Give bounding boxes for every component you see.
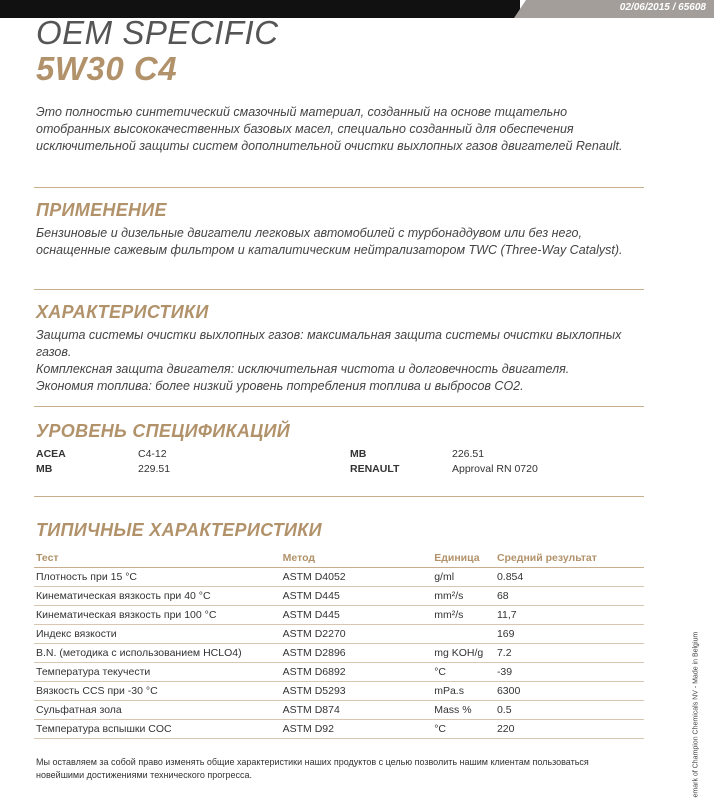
cell-unit: Mass % (432, 701, 495, 720)
typical-properties-heading: ТИПИЧНЫЕ ХАРАКТЕРИСТИКИ (36, 520, 322, 540)
cell-test: Вязкость CCS при -30 °C (34, 682, 281, 701)
typical-properties-table (34, 549, 644, 739)
table-row (34, 587, 644, 606)
cell-method: ASTM D5293 (281, 682, 433, 701)
feature-line: Экономия топлива: более низкий уровень потребления топлива и выбросов CO2. (36, 379, 524, 393)
divider (34, 187, 644, 188)
feature-line: Защита системы очистки выхлопных газов: максимальная защита системы очистки выхлопных газов. (36, 328, 622, 359)
product-line-title: OEM SPECIFIC (36, 14, 279, 51)
cell-result: 0.854 (495, 568, 644, 587)
cell-result: 6300 (495, 682, 644, 701)
cell-result: 11,7 (495, 606, 644, 625)
cell-result: -39 (495, 663, 644, 682)
table-row (34, 644, 644, 663)
cell-method: ASTM D445 (281, 587, 433, 606)
application-text: Бензиновые и дизельные двигатели легковых автомобилей с турбонаддувом или без него, оснащенные сажевым фильтром и каталитическим нейтрализатором TWC (Three-Way Catalyst). (36, 226, 623, 257)
specifications-heading: УРОВЕНЬ СПЕЦИФИКАЦИЙ (36, 421, 291, 441)
divider (34, 289, 644, 290)
spec-value: Approval RN 0720 (452, 463, 538, 475)
cell-method: ASTM D4052 (281, 568, 433, 587)
document-date: 02/06/2015 / 65608 (619, 2, 706, 13)
cell-method: ASTM D445 (281, 606, 433, 625)
cell-unit: °C (432, 663, 495, 682)
cell-method: ASTM D2270 (281, 625, 433, 644)
features-heading: ХАРАКТЕРИСТИКИ (36, 302, 209, 322)
cell-test: Температура текучести (34, 663, 281, 682)
cell-unit: mg KOH/g (432, 644, 495, 663)
spec-value: 226.51 (452, 448, 485, 460)
cell-test: Индекс вязкости (34, 625, 281, 644)
divider (34, 406, 644, 407)
cell-unit: mm²/s (432, 606, 495, 625)
table-row (34, 568, 644, 587)
cell-test: Кинематическая вязкость при 40 °C (34, 587, 281, 606)
table-row (34, 720, 644, 739)
cell-unit: g/ml (432, 568, 495, 587)
cell-test: Сульфатная зола (34, 701, 281, 720)
table-row (34, 606, 644, 625)
spec-label: MB (350, 448, 367, 460)
cell-unit: °C (432, 720, 495, 739)
cell-unit: mPa.s (432, 682, 495, 701)
cell-method: ASTM D92 (281, 720, 433, 739)
table-row (34, 701, 644, 720)
spec-label: MB (36, 463, 53, 475)
column-header-test: Тест (34, 549, 281, 568)
table-row (34, 663, 644, 682)
cell-test: Температура вспышки COC (34, 720, 281, 739)
cell-method: ASTM D6892 (281, 663, 433, 682)
divider (34, 496, 644, 497)
spec-value: C4-12 (138, 448, 167, 460)
cell-method: ASTM D874 (281, 701, 433, 720)
cell-method: ASTM D2896 (281, 644, 433, 663)
cell-result: 0.5 (495, 701, 644, 720)
cell-unit (432, 625, 495, 644)
column-header-result: Средний результат (495, 549, 644, 568)
column-header-unit: Единица (432, 549, 495, 568)
application-heading: ПРИМЕНЕНИЕ (36, 200, 167, 220)
cell-unit: mm²/s (432, 587, 495, 606)
table-row (34, 625, 644, 644)
disclaimer-text: Мы оставляем за собой право изменять общие характеристики наших продуктов с целью позволить нашим клиентам пользоваться новейшими достижениями технического прогресса. (36, 757, 589, 780)
spec-label: RENAULT (350, 463, 400, 475)
side-trademark-text: emark of Champion Chemicals NV - Made in Belgium (692, 631, 700, 798)
cell-test: B.N. (методика с использованием HCLO4) (34, 644, 281, 663)
product-description: Это полностью синтетический смазочный материал, созданный на основе тщательно отобранных высококачественных базовых масел, специально созданный для обеспечения исключительной защиты систем дополнительной очистки выхлопных газов двигателей Renault. (36, 105, 623, 153)
product-grade-title: 5W30 C4 (36, 50, 178, 87)
cell-result: 7.2 (495, 644, 644, 663)
cell-result: 169 (495, 625, 644, 644)
spec-label: ACEA (36, 448, 66, 460)
table-header-row (34, 549, 644, 568)
spec-value: 229.51 (138, 463, 171, 475)
cell-result: 220 (495, 720, 644, 739)
table-row (34, 682, 644, 701)
cell-test: Кинематическая вязкость при 100 °C (34, 606, 281, 625)
cell-test: Плотность при 15 °C (34, 568, 281, 587)
side-trademark-note (690, 631, 702, 800)
column-header-method: Метод (281, 549, 433, 568)
cell-result: 68 (495, 587, 644, 606)
feature-line: Комплексная защита двигателя: исключительная чистота и долговечность двигателя. (36, 362, 570, 376)
